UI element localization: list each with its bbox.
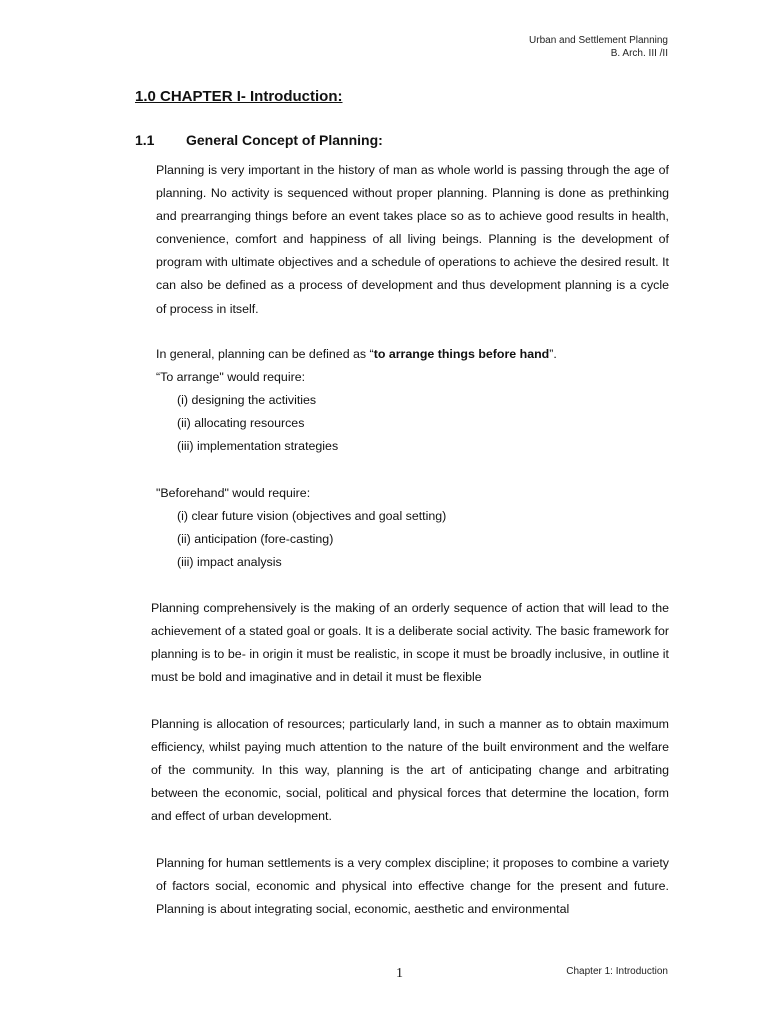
definition-prefix: In general, planning can be defined as “ <box>156 347 374 361</box>
list-item: (i) clear future vision (objectives and goal setting) <box>177 509 447 524</box>
paragraph-resource-allocation: Planning is allocation of resources; particularly land, in such a manner as to obtain maximum efficiency, whilst paying much attention to the nature of the built environment and the welfare of the community. In this way, planning is the art of anticipating change and arbitrating between the economic, social, political and physical forces that determine the location, form and effect of urban development. <box>151 717 669 824</box>
chapter-title: 1.0 CHAPTER I- Introduction: <box>135 88 343 105</box>
page-number: 1 <box>396 966 403 981</box>
header-course-code: B. Arch. III /II <box>610 48 668 59</box>
arrange-intro: “To arrange" would require: <box>156 370 306 384</box>
definition-suffix: ”. <box>549 347 557 361</box>
list-item: (iii) implementation strategies <box>177 439 339 454</box>
list-item: (ii) anticipation (fore-casting) <box>177 532 334 547</box>
beforehand-intro: "Beforehand" would require: <box>156 486 311 500</box>
list-item: (ii) allocating resources <box>177 416 305 431</box>
footer-chapter-label: Chapter 1: Introduction <box>566 966 668 977</box>
definition-sentence <box>156 343 669 366</box>
list-item: (i) designing the activities <box>177 393 317 408</box>
paragraph-comprehensive-planning: Planning comprehensively is the making of an orderly sequence of action that will lead to the achievement of a stated goal or goals. It is a deliberate social activity. The basic framework for planning is to be- in origin it must be realistic, in scope it must be broadly inclusive, in outline it must be bold and imaginative and in detail it must be flexible <box>151 601 669 685</box>
running-header <box>529 34 668 60</box>
list-item: (iii) impact analysis <box>177 555 282 570</box>
section-number: 1.1 <box>135 132 155 148</box>
definition-emphasis: to arrange things before hand <box>373 347 550 361</box>
arrange-list <box>156 366 338 458</box>
beforehand-list <box>156 482 446 574</box>
section-heading <box>135 132 383 148</box>
header-course-title: Urban and Settlement Planning <box>529 35 668 46</box>
paragraph-human-settlements: Planning for human settlements is a very complex discipline; it proposes to combine a variety of factors social, economic and physical into effective change for the present and future. Planning is about integrating social, economic, aesthetic and environmental <box>156 856 669 917</box>
section-title: General Concept of Planning: <box>186 132 383 148</box>
paragraph-planning-importance: Planning is very important in the history of man as whole world is passing through the age of planning. No activity is sequenced without proper planning. Planning is done as prethinking and prearranging things before an event takes place so as to achieve good results in health, convenience, comfort and happiness of all living beings. Planning is the development of program with ultimate objectives and a schedule of operations to achieve the desired result. It can also be defined as a process of development and thus development planning is a cycle of process in itself. <box>156 163 669 316</box>
